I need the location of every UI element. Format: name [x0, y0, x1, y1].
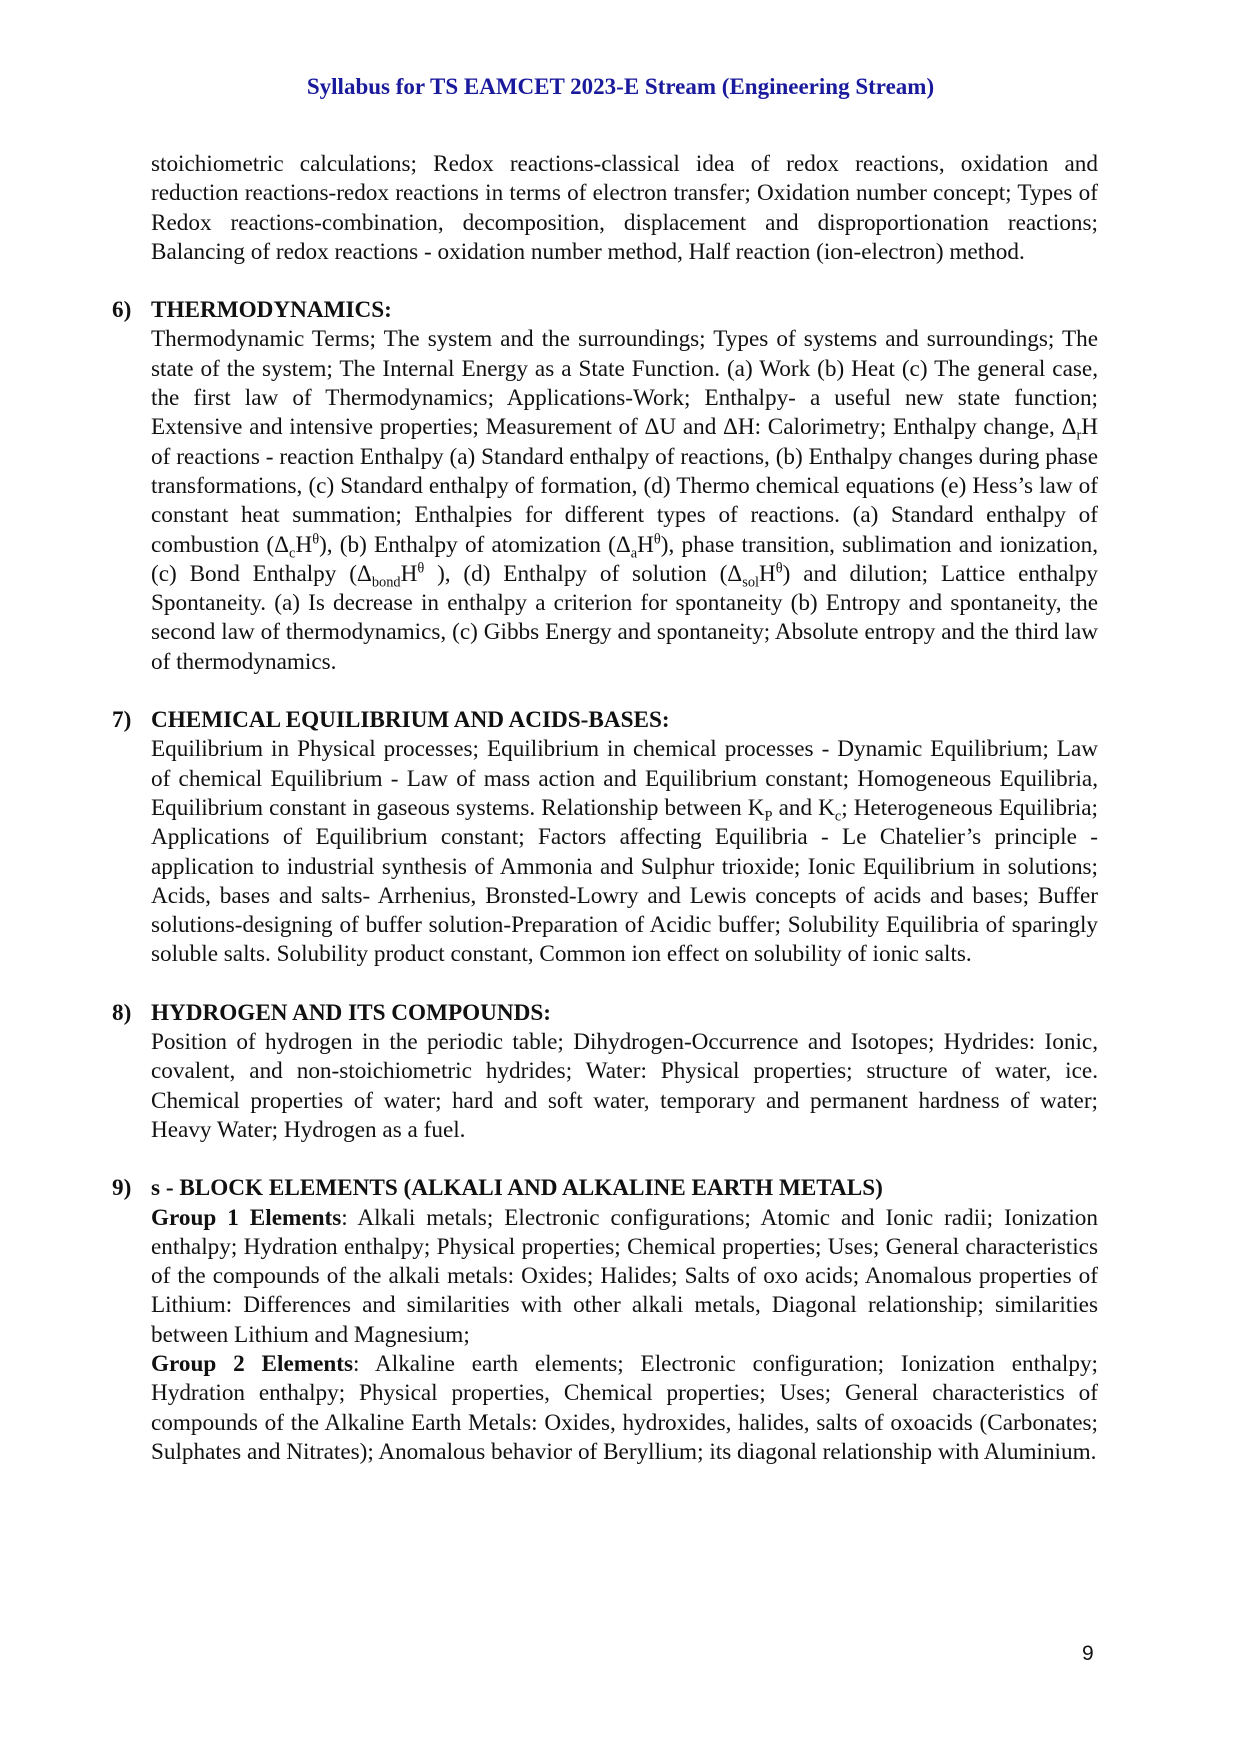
group2-label: Group 2 Elements	[151, 1350, 354, 1377]
section-body: Position of hydrogen in the periodic table; Dihydrogen-Occurrence and Isotopes; Hydrides: Ionic, covalent, and non-stoichiometric hydrides; Water: Physical properties; structure of water, ice. Chemical properties of water; hard and soft water, temporary and permanent hardness of water; Heavy Water; Hydrogen as a fuel.	[151, 1029, 1098, 1143]
section-number: 8)	[112, 999, 132, 1026]
section-title: CHEMICAL EQUILIBRIUM AND ACIDS-BASES:	[151, 707, 670, 734]
section-chemical-equilibrium	[112, 706, 1098, 970]
section-body: Equilibrium in Physical processes; Equilibrium in chemical processes - Dynamic Equilibrium; Law of chemical Equilibrium - Law of mass action and Equilibrium constant; Homogeneous Equilibria, Equilibrium constant in gaseous systems. Relationship between $K_P$ and $K_c$; Heterogeneous Equilibria; Applications of Equilibrium constant; Factors affecting Equilibria - Le Chatelier’s principle - application to industrial synthesis of Ammonia and Sulphur trioxide; Ionic Equilibrium in solutions; Acids, bases and salts- Arrhenius, Bronsted-Lowry and Lewis concepts of acids and bases; Buffer solutions-designing of buffer solution-Preparation of Acidic buffer; Solubility Equilibria of sparingly soluble salts. Solubility product constant, Common ion effect on solubility of ionic salts.	[151, 736, 1098, 968]
section-title: THERMODYNAMICS:	[151, 297, 392, 324]
section-s-block	[112, 1174, 1098, 1467]
group1-paragraph: Group 1 Elements: Alkali metals; Electronic configurations; Atomic and Ionic radii; Ionization enthalpy; Hydration enthalpy; Physical properties; Chemical properties; Uses; General characteristics of the compounds of the alkali metals: Oxides; Halides; Salts of oxo acids; Anomalous properties of Lithium: Differences and similarities with other alkali metals, Diagonal relationship; similarities between Lithium and Magnesium;	[151, 1204, 1098, 1348]
section-hydrogen	[112, 999, 1098, 1145]
section-title: s - BLOCK ELEMENTS (ALKALI AND ALKALINE EARTH METALS)	[151, 1175, 883, 1202]
section-title: HYDROGEN AND ITS COMPOUNDS:	[151, 999, 552, 1026]
section-number: 6)	[112, 297, 132, 324]
section-thermodynamics	[112, 296, 1098, 677]
section-body: Thermodynamic Terms; The system and the surroundings; Types of systems and surroundings; The state of the system; The Internal Energy as a State Function. (a) Work (b) Heat (c) The general case, the first law of Thermodynamics; Applications-Work; Enthalpy- a useful new state function; Extensive and intensive properties; Measurement of ΔU and ΔH: Calorimetry; Enthalpy change, $\Delta_rH$ of reactions - reaction Enthalpy (a) Standard enthalpy of reactions, (b) Enthalpy changes during phase transformations, (c) Standard enthalpy of formation, (d) Thermo chemical equations (e) Hess’s law of constant heat summation; Enthalpies for different types of reactions. (a) Standard enthalpy of combustion $(\Delta_cH^\theta)$, (b) Enthalpy of atomization $(\Delta_aH^\theta)$, phase transition, sublimation and ionization, (c) Bond Enthalpy ($\Delta_{bond}H^\theta$ ), (d) Enthalpy of solution $(\Delta_{sol}H^\theta)$ and dilution; Lattice enthalpy Spontaneity. (a) Is decrease in enthalpy a criterion for spontaneity (b) Entropy and spontaneity, the second law of thermodynamics, (c) Gibbs Energy and spontaneity; Absolute entropy and the third law of thermodynamics.	[151, 326, 1098, 675]
group1-label: Group 1 Elements	[151, 1204, 342, 1231]
continuation-paragraph: stoichiometric calculations; Redox reactions-classical idea of redox reactions, oxidation and reduction reactions-redox reactions in terms of electron transfer; Oxidation number concept; Types of Redox reactions-combination, decomposition, displacement and disproportionation reactions; Balancing of redox reactions - oxidation number method, Half reaction (ion-electron) method.	[151, 151, 1098, 265]
section-number: 9)	[112, 1175, 132, 1202]
group2-paragraph: Group 2 Elements: Alkaline earth elements; Electronic configuration; Ionization enthalpy; Hydration enthalpy; Physical properties, Chemical properties; Uses; General characteristics of compounds of the Alkaline Earth Metals: Oxides, hydroxides, halides, salts of oxoacids (Carbonates; Sulphates and Nitrates); Anomalous behavior of Beryllium; its diagonal relationship with Aluminium.	[151, 1350, 1098, 1465]
section-number: 7)	[112, 707, 132, 734]
syllabus-content	[112, 150, 1098, 1467]
page-number: 9	[1082, 1642, 1094, 1665]
page-title: Syllabus for TS EAMCET 2023-E Stream (Engineering Stream)	[306, 74, 935, 99]
